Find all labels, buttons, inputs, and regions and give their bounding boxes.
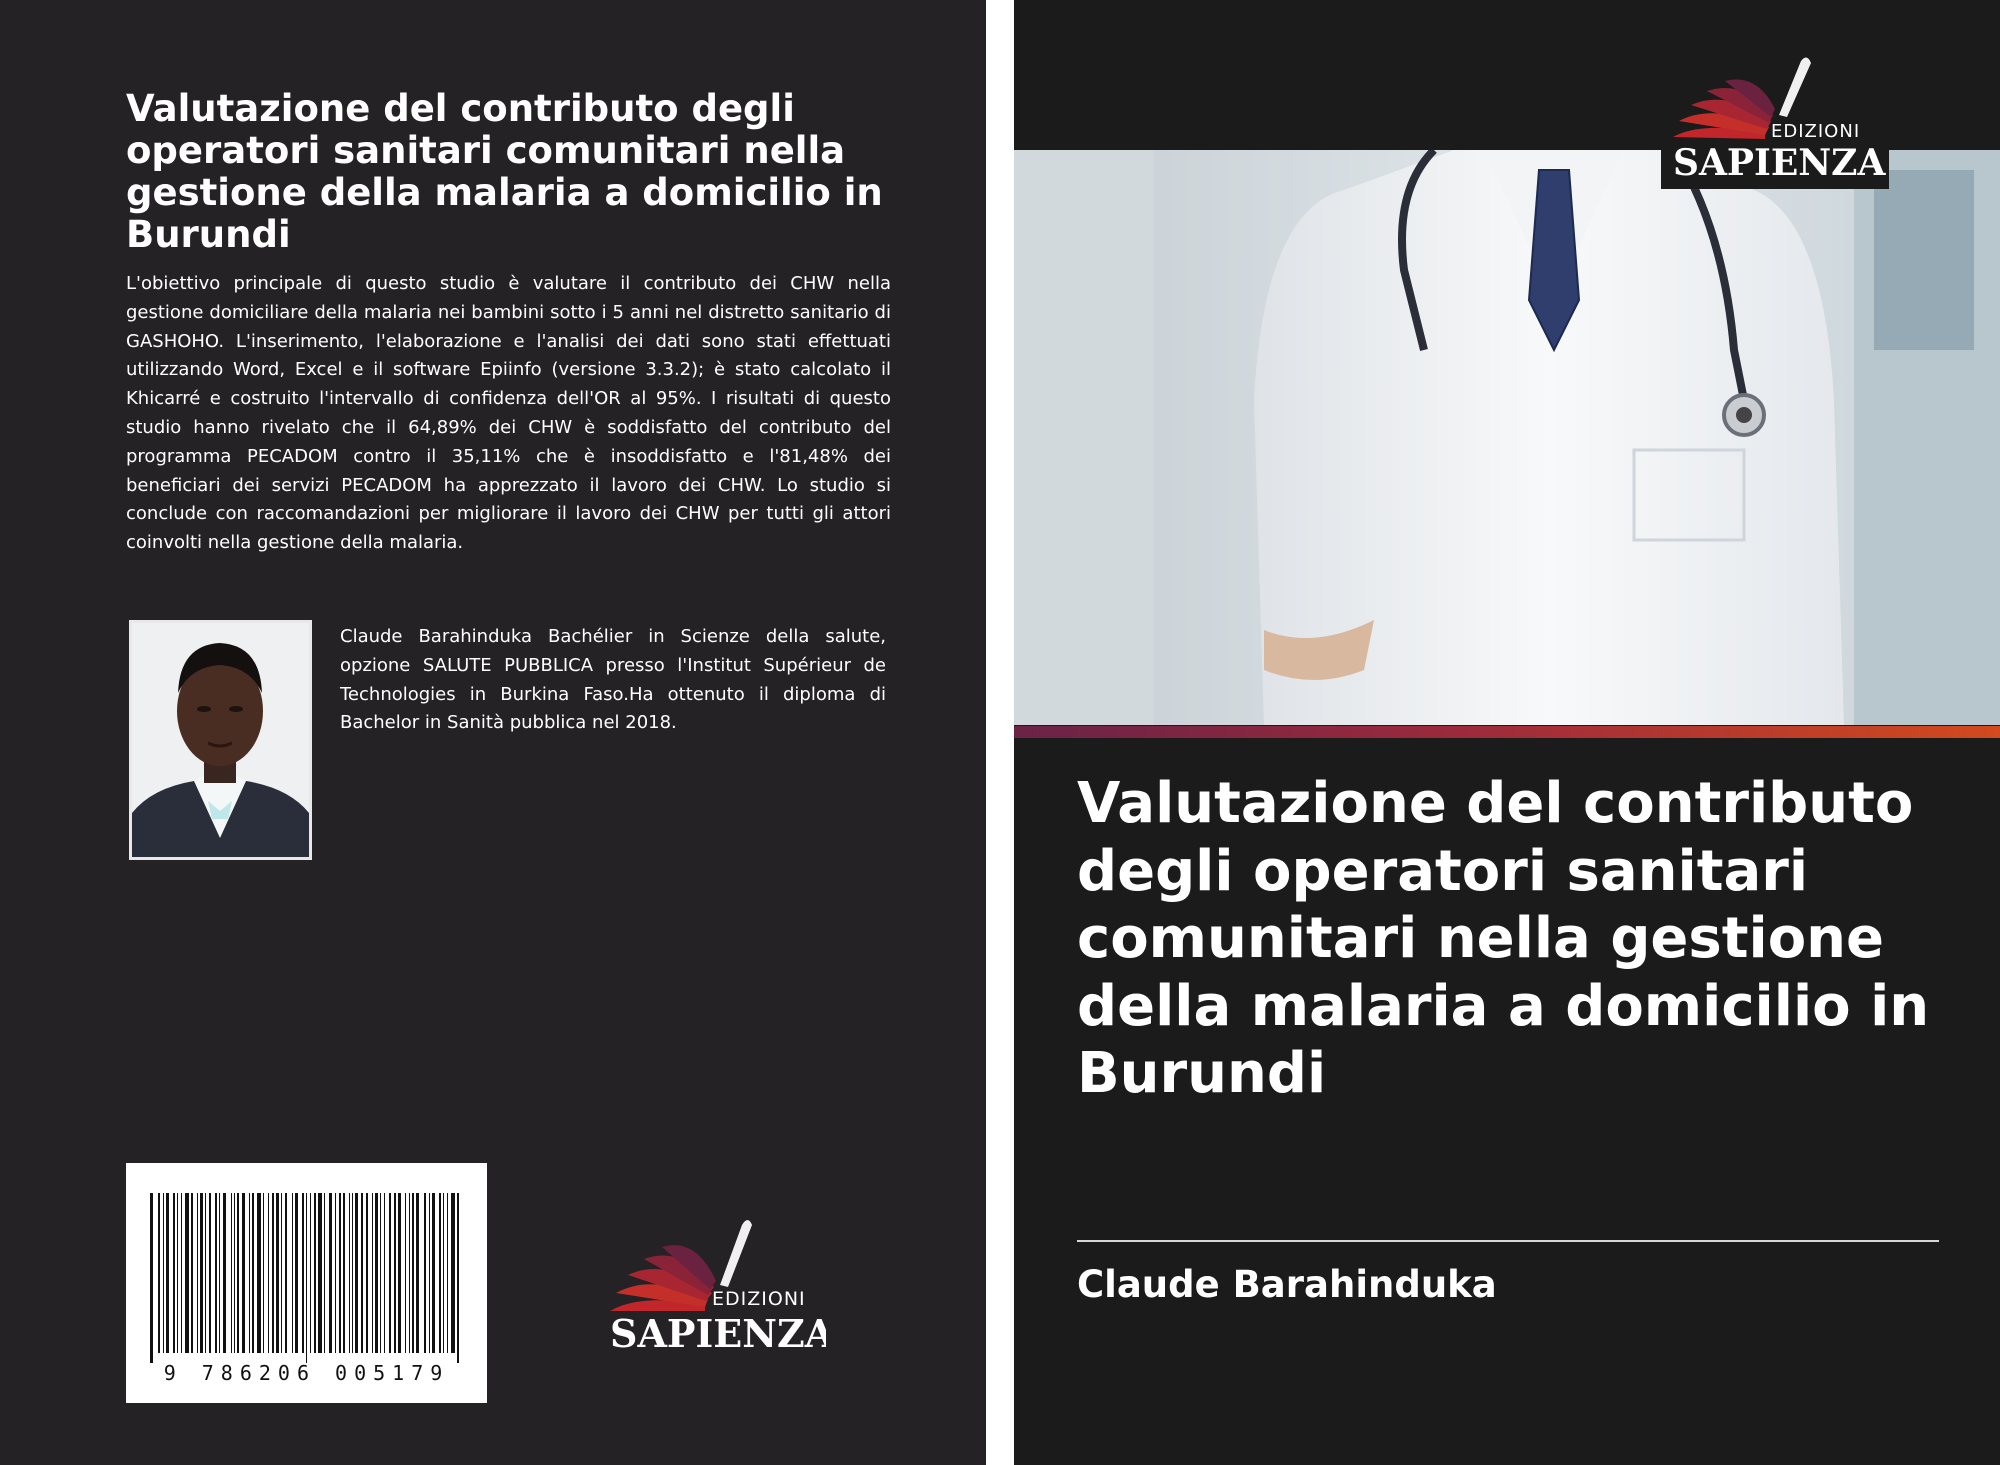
color-stripe — [1014, 726, 2000, 738]
publisher-logo-back — [600, 1215, 826, 1365]
publisher-line1: EDIZIONI — [712, 1288, 806, 1310]
publisher-line1: EDIZIONI — [1771, 121, 1861, 142]
publisher-logo-front — [1661, 57, 1889, 189]
author-bio: Claude Barahinduka Bachélier in Scienze della salute, opzione SALUTE PUBBLICA presso l'Institut Supérieur de Technologies in Burkina Faso.Ha ottenuto il diploma di Bachelor in Sanità pubblica nel 2018. — [340, 626, 886, 734]
author-photo — [129, 620, 312, 860]
front-cover-title: Valutazione del contributo degli operatori sanitari comunitari nella gestione della malaria a domicilio in Burundi — [1077, 771, 1930, 1106]
title-divider — [1077, 1240, 1939, 1242]
barcode — [126, 1163, 487, 1403]
front-cover — [1014, 0, 2000, 1465]
front-cover-author: Claude Barahinduka — [1077, 1263, 1497, 1306]
publisher-line2: SAPIENZA — [1673, 142, 1886, 184]
publisher-line2: SAPIENZA — [610, 1311, 826, 1356]
cover-photo — [1014, 150, 2000, 725]
back-cover — [0, 0, 986, 1465]
isbn-digits: 9 786206 005179 — [163, 1361, 450, 1385]
back-cover-abstract: L'obiettivo principale di questo studio è valutare il contributo dei CHW nella gestione domiciliare della malaria nei bambini sotto i 5 anni nel distretto sanitario di GASHOHO. L'inserimento, l'elaborazione e l'analisi dei dati sono stati effettuati utilizzando Word, Excel e il software Epiinfo (versione 3.3.2); è stato calcolato il Khicarré e costruito l'intervallo di confidenza dell'OR al 95%. I risultati di questo studio hanno rivelato che il 64,89% dei CHW è soddisfatto del contributo del programma PECADOM contro il 35,11% che è insoddisfatto e l'81,48% dei beneficiari dei servizi PECADOM ha apprezzato il lavoro dei CHW. Lo studio si conclude con raccomandazioni per migliorare il lavoro dei CHW per tutti gli attori coinvolti nella gestione della malaria. — [126, 273, 891, 554]
back-cover-title: Valutazione del contributo degli operatori sanitari comunitari nella gestione della malaria a domicilio in Burundi — [126, 87, 883, 256]
